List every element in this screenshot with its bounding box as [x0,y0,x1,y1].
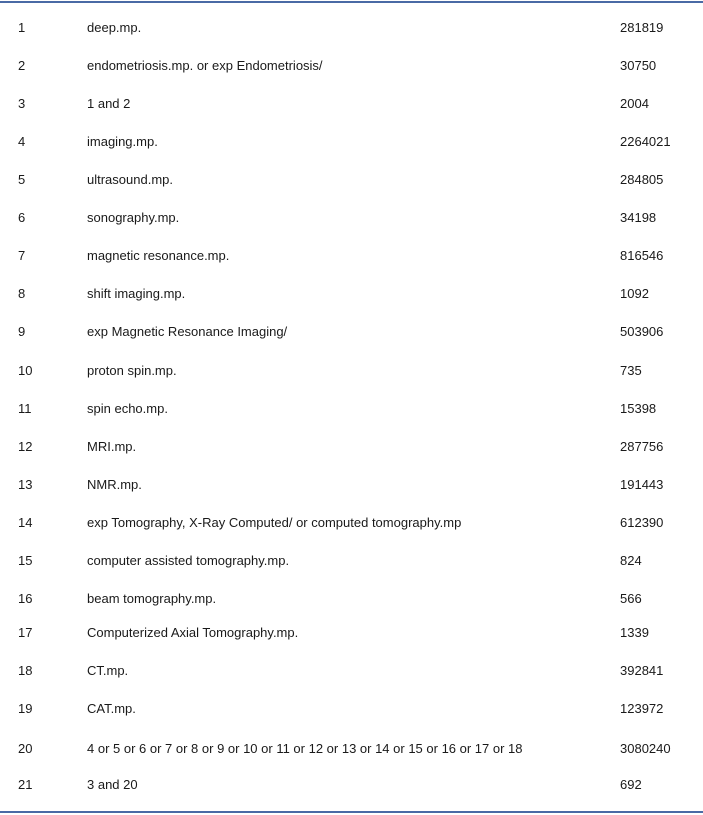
search-query: imaging.mp. [87,134,158,149]
result-count: 287756 [620,439,664,454]
row-number: 3 [18,96,26,111]
table-row [0,775,703,795]
row-number: 6 [18,210,26,225]
row-number: 19 [18,701,33,716]
row-number: 16 [18,591,33,606]
result-count: 816546 [620,248,664,263]
result-count: 392841 [620,663,664,678]
result-count: 191443 [620,477,664,492]
search-query: exp Magnetic Resonance Imaging/ [87,324,288,339]
search-query: beam tomography.mp. [87,591,217,606]
table-row [0,551,703,571]
search-query: deep.mp. [87,20,142,35]
row-number: 11 [18,401,32,416]
row-number: 17 [18,625,33,640]
row-number: 9 [18,324,26,339]
result-count: 2004 [620,96,649,111]
result-count: 735 [620,363,642,378]
search-query: CT.mp. [87,663,129,678]
table-row [0,208,703,228]
table-row [0,361,703,381]
row-number: 7 [18,248,26,263]
search-query: proton spin.mp. [87,363,177,378]
row-number: 18 [18,663,33,678]
search-query: computer assisted tomography.mp. [87,553,290,568]
table-row [0,739,703,759]
row-number: 1 [18,20,26,35]
search-query: endometriosis.mp. or exp Endometriosis/ [87,58,323,73]
table-top-rule [0,1,703,3]
result-count: 824 [620,553,642,568]
table-row [0,661,703,681]
result-count: 281819 [620,20,664,35]
row-number: 4 [18,134,26,149]
result-count: 284805 [620,172,664,187]
search-query: spin echo.mp. [87,401,168,416]
search-query: shift imaging.mp. [87,286,186,301]
result-count: 1339 [620,625,649,640]
row-number: 14 [18,515,33,530]
table-row [0,170,703,190]
table-bottom-rule [0,811,703,813]
row-number: 13 [18,477,33,492]
row-number: 15 [18,553,33,568]
table-row [0,18,703,38]
result-count: 2264021 [620,134,671,149]
search-query: sonography.mp. [87,210,180,225]
table-row [0,94,703,114]
row-number: 21 [18,777,33,792]
search-query: magnetic resonance.mp. [87,248,230,263]
search-query: 4 or 5 or 6 or 7 or 8 or 9 or 10 or 11 or 12 or 13 or 14 or 15 or 16 or 17 or 18 [87,741,523,756]
search-query: CAT.mp. [87,701,136,716]
result-count: 15398 [620,401,657,416]
table-row [0,132,703,152]
search-query: ultrasound.mp. [87,172,173,187]
table-row [0,699,703,719]
table-row [0,56,703,76]
table-row [0,399,703,419]
result-count: 566 [620,591,642,606]
row-number: 8 [18,286,26,301]
table-row [0,284,703,304]
search-query: Computerized Axial Tomography.mp. [87,625,299,640]
search-query: MRI.mp. [87,439,137,454]
table-row [0,475,703,495]
row-number: 12 [18,439,33,454]
table-row [0,322,703,342]
table-row [0,623,703,643]
row-number: 2 [18,58,26,73]
result-count: 503906 [620,324,664,339]
search-query: 1 and 2 [87,96,131,111]
row-number: 5 [18,172,26,187]
result-count: 123972 [620,701,664,716]
table-row [0,246,703,266]
search-query: 3 and 20 [87,777,138,792]
table-row [0,589,703,609]
result-count: 692 [620,777,642,792]
result-count: 30750 [620,58,657,73]
search-query: exp Tomography, X-Ray Computed/ or computed tomography.mp [87,515,462,530]
result-count: 3080240 [620,741,671,756]
table-row [0,513,703,533]
result-count: 1092 [620,286,649,301]
result-count: 612390 [620,515,664,530]
table-row [0,437,703,457]
result-count: 34198 [620,210,657,225]
row-number: 10 [18,363,33,378]
row-number: 20 [18,741,33,756]
search-query: NMR.mp. [87,477,142,492]
